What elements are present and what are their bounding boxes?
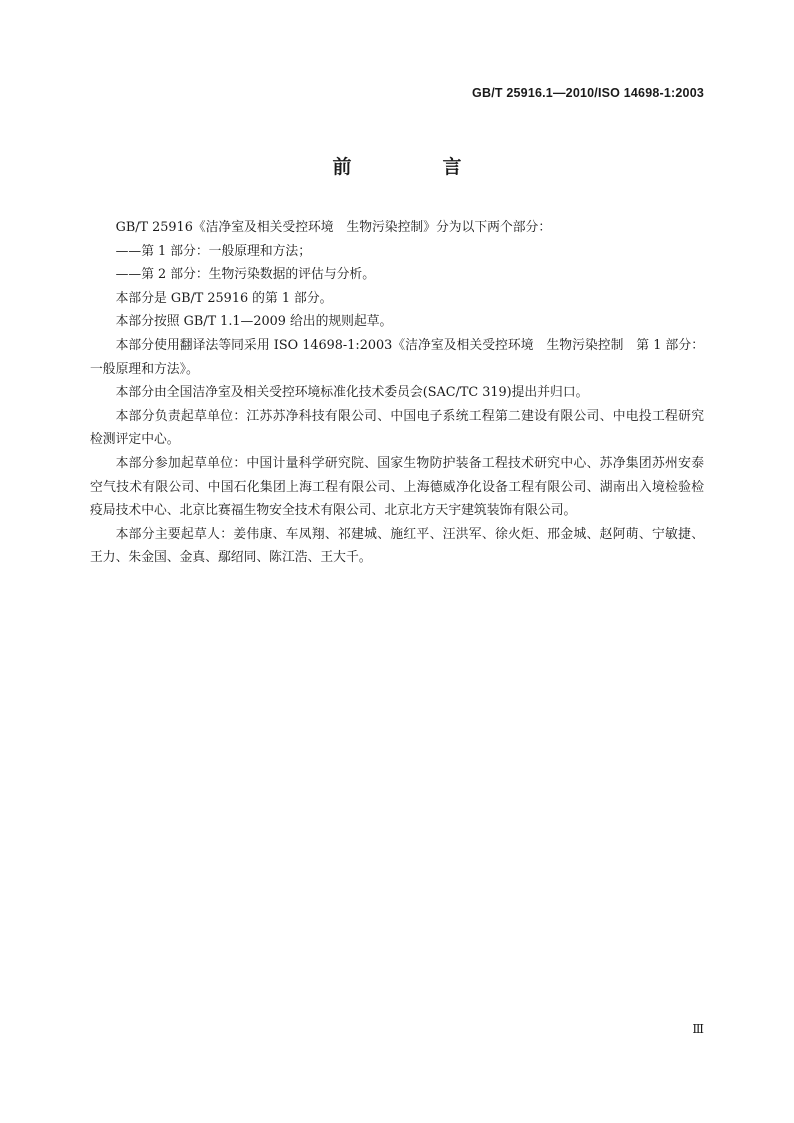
- paragraph-part-1: ——第 1 部分：一般原理和方法；: [115, 243, 312, 259]
- paragraph-adoption: 本部分使用翻译法等同采用 ISO 14698-1:2003《洁净室及相关受控环境 生物污染控制 第 1 部分：一般原理和方法》。: [90, 337, 704, 377]
- paragraph-participating-units: 本部分参加起草单位：中国计量科学研究院、国家生物防护装备工程技术研究中心、苏净集团苏州安泰空气技术有限公司、中国石化集团上海工程有限公司、上海德威净化设备工程有限公司、湖南出入境检验检疫局技术中心、北京比赛福生物安全技术有限公司、北京北方天宇建筑装饰有限公司。: [90, 455, 704, 519]
- paragraph-drafters: 本部分主要起草人：姜伟康、车凤翔、祁建城、施红平、汪洪军、徐火炬、邢金城、赵阿萌、宁敏捷、王力、朱金国、金真、鄢绍同、陈江浩、王大千。: [90, 526, 704, 566]
- paragraph-main-drafters-units: 本部分负责起草单位：江苏苏净科技有限公司、中国电子系统工程第二建设有限公司、中电投工程研究检测评定中心。: [90, 408, 704, 448]
- foreword-body: [90, 216, 704, 570]
- paragraph-part-2: ——第 2 部分：生物污染数据的评估与分析。: [115, 267, 376, 283]
- page-title: 前 言: [332, 156, 498, 178]
- page-number: Ⅲ: [692, 1022, 704, 1036]
- paragraph-parts-intro: GB/T 25916《洁净室及相关受控环境 生物污染控制》分为以下两个部分：: [115, 220, 552, 235]
- paragraph-drafting-rules: 本部分按照 GB/T 1.1—2009 给出的规则起草。: [115, 314, 393, 330]
- standard-code: GB/T 25916.1—2010/ISO 14698-1:2003: [472, 86, 704, 100]
- paragraph-proposer: 本部分由全国洁净室及相关受控环境标准化技术委员会(SAC/TC 319)提出并归口。: [115, 385, 589, 401]
- paragraph-scope: 本部分是 GB/T 25916 的第 1 部分。: [115, 290, 333, 306]
